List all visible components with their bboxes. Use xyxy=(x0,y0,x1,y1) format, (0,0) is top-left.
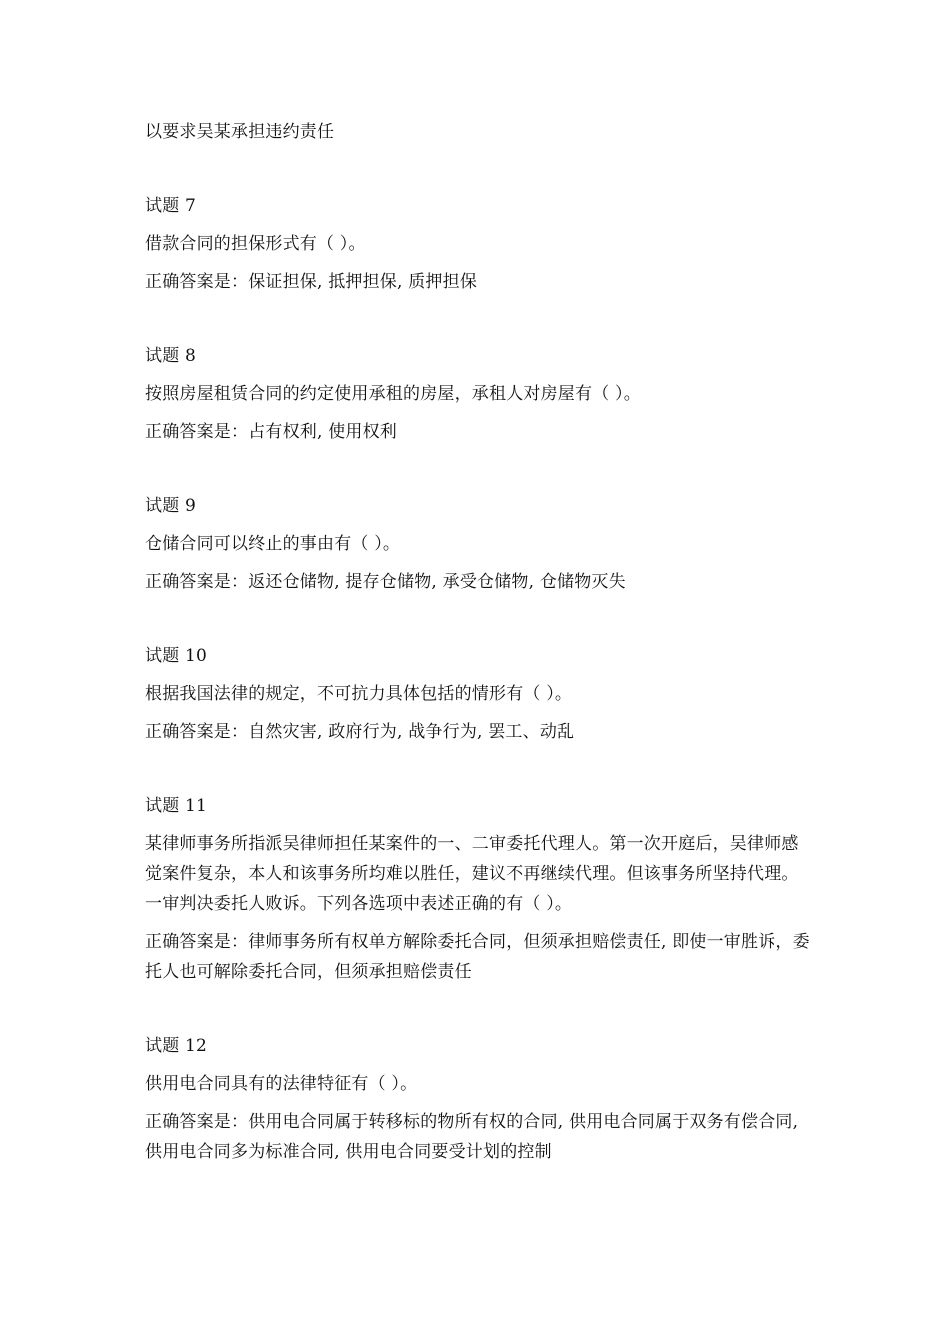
question-text: 仓储合同可以终止的事由有（ ）。 xyxy=(145,534,401,554)
document-content xyxy=(145,117,810,1211)
question-answer: 正确答案是：供用电合同属于转移标的物所有权的合同, 供用电合同属于双务有偿合同, 供用电合同多为标准合同, 供用电合同要受计划的控制 xyxy=(145,1112,799,1162)
question-9 xyxy=(145,491,810,597)
question-title: 试题 12 xyxy=(145,1036,208,1056)
question-text: 借款合同的担保形式有（ ）。 xyxy=(145,234,366,254)
question-7 xyxy=(145,191,810,297)
question-text: 供用电合同具有的法律特征有（ ）。 xyxy=(145,1074,418,1094)
question-title: 试题 8 xyxy=(145,346,197,366)
question-text: 按照房屋租赁合同的约定使用承租的房屋，承租人对房屋有（ ）。 xyxy=(145,384,641,404)
question-answer: 正确答案是：返还仓储物, 提存仓储物, 承受仓储物, 仓储物灭失 xyxy=(145,572,626,592)
question-title: 试题 10 xyxy=(145,646,208,666)
question-answer: 正确答案是：律师事务所有权单方解除委托合同，但须承担赔偿责任, 即使一审胜诉，委托人也可解除委托合同，但须承担赔偿责任 xyxy=(145,932,810,982)
question-text: 某律师事务所指派吴律师担任某案件的一、二审委托代理人。第一次开庭后，吴律师感觉案件复杂，本人和该事务所均难以胜任，建议不再继续代理。但该事务所坚持代理。一审判决委托人败诉。下列各选项中表述正确的有（ ）。 xyxy=(145,834,799,914)
question-8 xyxy=(145,341,810,447)
lead-text: 以要求吴某承担违约责任 xyxy=(145,122,335,142)
question-answer: 正确答案是：自然灾害, 政府行为, 战争行为, 罢工、动乱 xyxy=(145,722,575,742)
question-title: 试题 9 xyxy=(145,496,197,516)
question-11 xyxy=(145,791,810,987)
question-12 xyxy=(145,1031,810,1167)
question-answer: 正确答案是：占有权利, 使用权利 xyxy=(145,422,398,442)
question-text: 根据我国法律的规定，不可抗力具体包括的情形有（ ）。 xyxy=(145,684,573,704)
question-10 xyxy=(145,641,810,747)
question-title: 试题 11 xyxy=(145,796,208,816)
question-title: 试题 7 xyxy=(145,196,197,216)
question-answer: 正确答案是：保证担保, 抵押担保, 质押担保 xyxy=(145,272,478,292)
